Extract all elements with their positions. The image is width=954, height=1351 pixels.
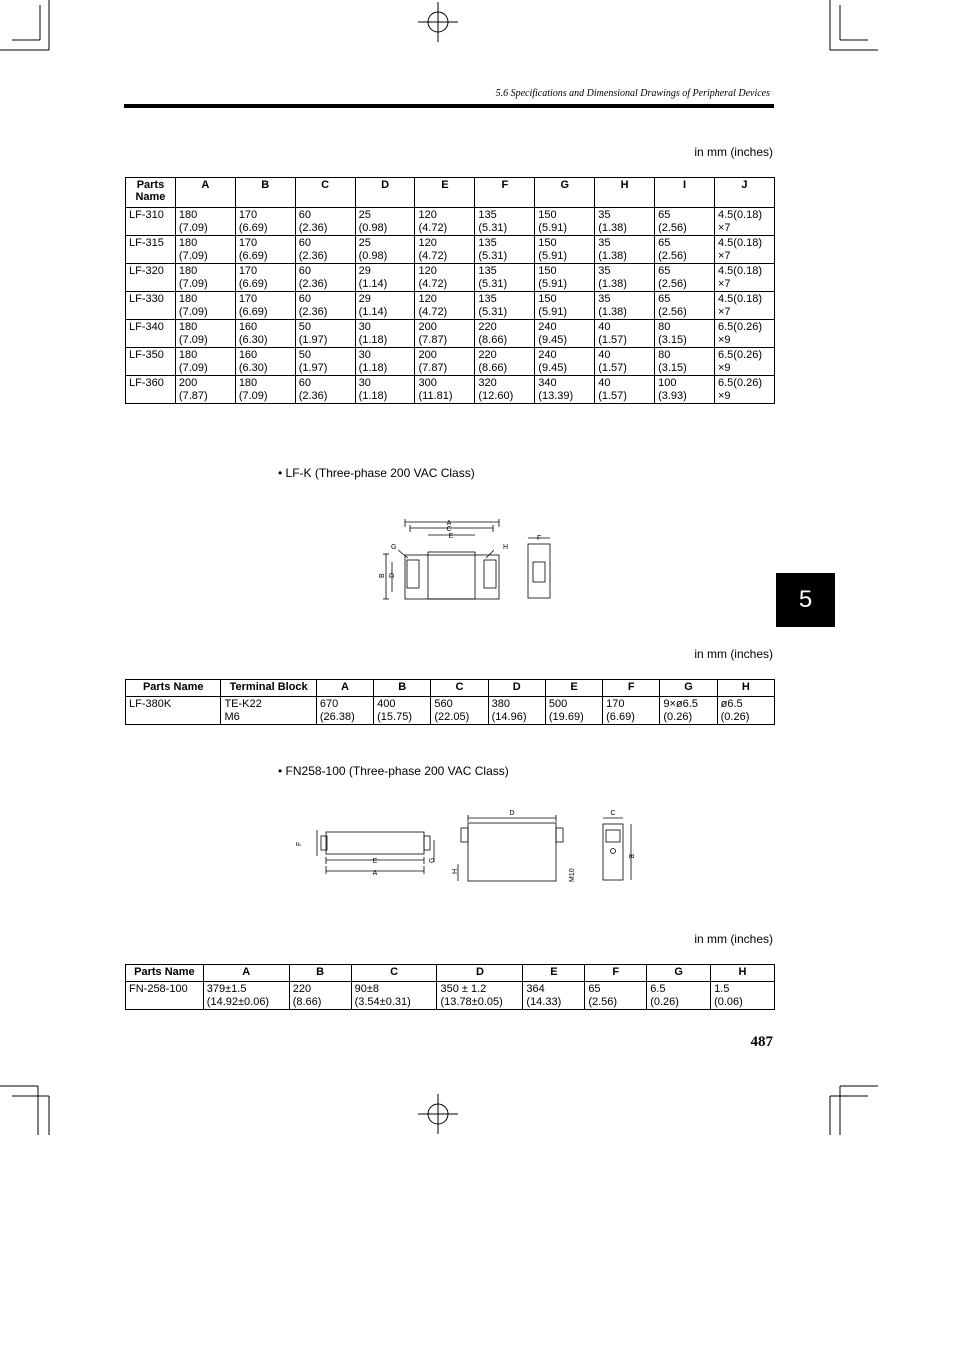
label-a: A: [446, 520, 452, 527]
label-c: C: [446, 526, 452, 533]
fn-label-c: C: [610, 810, 616, 817]
column-header: G: [647, 965, 711, 982]
column-header: D: [355, 178, 415, 208]
table-cell: 1.5 (0.06): [711, 982, 775, 1010]
table-cell: 40 (1.57): [595, 348, 655, 376]
table-cell: 35 (1.38): [595, 208, 655, 236]
section-header: 5.6 Specifications and Dimensional Drawings of Peripheral Devices: [495, 88, 770, 99]
column-header: B: [235, 178, 295, 208]
table-cell: 120 (4.72): [415, 208, 475, 236]
table-cell: 65 (2.56): [655, 208, 715, 236]
table-cell: 6.5(0.26) ×9: [714, 320, 774, 348]
label-b: B: [379, 573, 386, 578]
table-cell: 560 (22.05): [431, 697, 488, 725]
table-cell: 60 (2.36): [295, 264, 355, 292]
label-f: F: [537, 535, 542, 542]
table-cell: 400 (15.75): [374, 697, 431, 725]
fn258-drawing: [295, 806, 640, 884]
table-cell: 35 (1.38): [595, 292, 655, 320]
column-header: G: [535, 178, 595, 208]
table-cell: 670 (26.38): [316, 697, 373, 725]
table-cell: LF-315: [126, 236, 176, 264]
column-header: H: [595, 178, 655, 208]
table-cell: 364 (14.33): [523, 982, 585, 1010]
table-cell: 65 (2.56): [655, 236, 715, 264]
table-cell: 135 (5.31): [475, 264, 535, 292]
table-cell: 379±1.5 (14.92±0.06): [203, 982, 289, 1010]
table-cell: 120 (4.72): [415, 264, 475, 292]
table-row: [126, 292, 775, 320]
table-cell: 150 (5.91): [535, 264, 595, 292]
table-cell: 160 (6.30): [235, 320, 295, 348]
fn-label-e: E: [372, 858, 378, 865]
column-header: J: [714, 178, 774, 208]
column-header: F: [603, 680, 660, 697]
table-cell: 240 (9.45): [535, 320, 595, 348]
label-h: H: [503, 544, 509, 551]
table-cell: 135 (5.31): [475, 236, 535, 264]
table-cell: 30 (1.18): [355, 320, 415, 348]
unit-note-1: in mm (inches): [694, 145, 773, 159]
column-header: E: [545, 680, 602, 697]
table-cell: LF-350: [126, 348, 176, 376]
table-cell: 170 (6.69): [235, 236, 295, 264]
table-cell: 180 (7.09): [175, 292, 235, 320]
table-row: [126, 982, 775, 1010]
table-cell: 60 (2.36): [295, 376, 355, 404]
column-header: C: [431, 680, 488, 697]
fn-label-g: G: [429, 857, 436, 863]
column-header: H: [711, 965, 775, 982]
table-cell: LF-380K: [126, 697, 221, 725]
table-cell: 240 (9.45): [535, 348, 595, 376]
table-cell: 80 (3.15): [655, 348, 715, 376]
table-row: [126, 348, 775, 376]
label-g: G: [391, 544, 397, 551]
label-e: E: [448, 533, 454, 540]
column-header: E: [415, 178, 475, 208]
table-cell: 50 (1.97): [295, 320, 355, 348]
table-cell: 160 (6.30): [235, 348, 295, 376]
table-cell: 170 (6.69): [235, 292, 295, 320]
table-cell: 25 (0.98): [355, 208, 415, 236]
table-cell: 220 (8.66): [475, 348, 535, 376]
table-cell: 120 (4.72): [415, 236, 475, 264]
table-row: [126, 208, 775, 236]
table-cell: 4.5(0.18) ×7: [714, 264, 774, 292]
table-row: [126, 697, 775, 725]
table-cell: 170 (6.69): [603, 697, 660, 725]
table-cell: 100 (3.93): [655, 376, 715, 404]
table-cell: 29 (1.14): [355, 292, 415, 320]
table-cell: 50 (1.97): [295, 348, 355, 376]
table-cell: 150 (5.91): [535, 236, 595, 264]
table-cell: 180 (7.09): [175, 264, 235, 292]
fn-label-m10: M10: [569, 868, 576, 882]
table-cell: 200 (7.87): [175, 376, 235, 404]
table-cell: 9×ø6.5 (0.26): [660, 697, 717, 725]
table-cell: LF-310: [126, 208, 176, 236]
table-cell: 40 (1.57): [595, 376, 655, 404]
table-cell: 6.5(0.26) ×9: [714, 376, 774, 404]
column-header: D: [437, 965, 523, 982]
column-header: Parts Name: [126, 965, 204, 982]
table-cell: 220 (8.66): [289, 982, 351, 1010]
fn258-caption: • FN258-100 (Three-phase 200 VAC Class): [278, 764, 509, 778]
table-cell: 6.5 (0.26): [647, 982, 711, 1010]
table-cell: 170 (6.69): [235, 264, 295, 292]
table-row: [126, 376, 775, 404]
table-cell: 65 (2.56): [585, 982, 647, 1010]
column-header: A: [203, 965, 289, 982]
column-header: A: [316, 680, 373, 697]
label-d: D: [389, 572, 396, 578]
table-cell: 35 (1.38): [595, 236, 655, 264]
lf-k-drawing: [378, 518, 558, 602]
table-cell: LF-320: [126, 264, 176, 292]
table-cell: LF-330: [126, 292, 176, 320]
fn-label-a: A: [372, 870, 378, 877]
table-cell: 200 (7.87): [415, 320, 475, 348]
column-header: D: [488, 680, 545, 697]
table-cell: 135 (5.31): [475, 208, 535, 236]
column-header: Terminal Block: [221, 680, 316, 697]
table-cell: 380 (14.96): [488, 697, 545, 725]
table-cell: 35 (1.38): [595, 264, 655, 292]
table-cell: 220 (8.66): [475, 320, 535, 348]
table-cell: 150 (5.91): [535, 292, 595, 320]
table-cell: 500 (19.69): [545, 697, 602, 725]
table-cell: 120 (4.72): [415, 292, 475, 320]
table-cell: 25 (0.98): [355, 236, 415, 264]
table-cell: 60 (2.36): [295, 208, 355, 236]
table-cell: 29 (1.14): [355, 264, 415, 292]
column-header: F: [585, 965, 647, 982]
table-cell: 30 (1.18): [355, 376, 415, 404]
table-cell: 4.5(0.18) ×7: [714, 292, 774, 320]
table-cell: 340 (13.39): [535, 376, 595, 404]
table-row: [126, 264, 775, 292]
table-cell: 170 (6.69): [235, 208, 295, 236]
table-cell: 180 (7.09): [175, 236, 235, 264]
table-cell: 40 (1.57): [595, 320, 655, 348]
table-cell: ø6.5 (0.26): [717, 697, 774, 725]
column-header: A: [175, 178, 235, 208]
table-cell: 30 (1.18): [355, 348, 415, 376]
column-header: F: [475, 178, 535, 208]
table-cell: 6.5(0.26) ×9: [714, 348, 774, 376]
table-cell: TE-K22 M6: [221, 697, 316, 725]
lf-series-table: [125, 177, 775, 404]
column-header: Parts Name: [126, 680, 221, 697]
table-cell: FN-258-100: [126, 982, 204, 1010]
column-header: C: [351, 965, 437, 982]
column-header: Parts Name: [126, 178, 176, 208]
fn-label-f: F: [296, 841, 303, 846]
table-row: [126, 320, 775, 348]
table-cell: 150 (5.91): [535, 208, 595, 236]
column-header: C: [295, 178, 355, 208]
table-cell: 60 (2.36): [295, 236, 355, 264]
table-cell: 135 (5.31): [475, 292, 535, 320]
table-row: [126, 236, 775, 264]
table-cell: LF-340: [126, 320, 176, 348]
table-cell: 180 (7.09): [175, 320, 235, 348]
fn-label-h: H: [452, 868, 459, 874]
table-cell: 60 (2.36): [295, 292, 355, 320]
table-cell: 80 (3.15): [655, 320, 715, 348]
column-header: B: [374, 680, 431, 697]
table-cell: 320 (12.60): [475, 376, 535, 404]
table-cell: 4.5(0.18) ×7: [714, 208, 774, 236]
column-header: B: [289, 965, 351, 982]
fn258-table: [125, 964, 775, 1010]
table-cell: 180 (7.09): [235, 376, 295, 404]
table-cell: 90±8 (3.54±0.31): [351, 982, 437, 1010]
table-cell: LF-360: [126, 376, 176, 404]
table-cell: 65 (2.56): [655, 292, 715, 320]
table-cell: 200 (7.87): [415, 348, 475, 376]
unit-note-2: in mm (inches): [694, 647, 773, 661]
table-cell: 300 (11.81): [415, 376, 475, 404]
table-cell: 180 (7.09): [175, 208, 235, 236]
lf-k-caption: • LF-K (Three-phase 200 VAC Class): [278, 466, 475, 480]
column-header: I: [655, 178, 715, 208]
table-cell: 4.5(0.18) ×7: [714, 236, 774, 264]
column-header: H: [717, 680, 774, 697]
table-cell: 350 ± 1.2 (13.78±0.05): [437, 982, 523, 1010]
fn-label-d: D: [509, 810, 515, 817]
chapter-tab: 5: [776, 573, 835, 627]
header-rule: [124, 104, 774, 108]
column-header: G: [660, 680, 717, 697]
page-number: 487: [750, 1034, 773, 1050]
table-cell: 65 (2.56): [655, 264, 715, 292]
unit-note-3: in mm (inches): [694, 932, 773, 946]
table-cell: 180 (7.09): [175, 348, 235, 376]
lf-k-table: [125, 679, 775, 725]
fn-label-b: B: [627, 854, 634, 859]
column-header: E: [523, 965, 585, 982]
